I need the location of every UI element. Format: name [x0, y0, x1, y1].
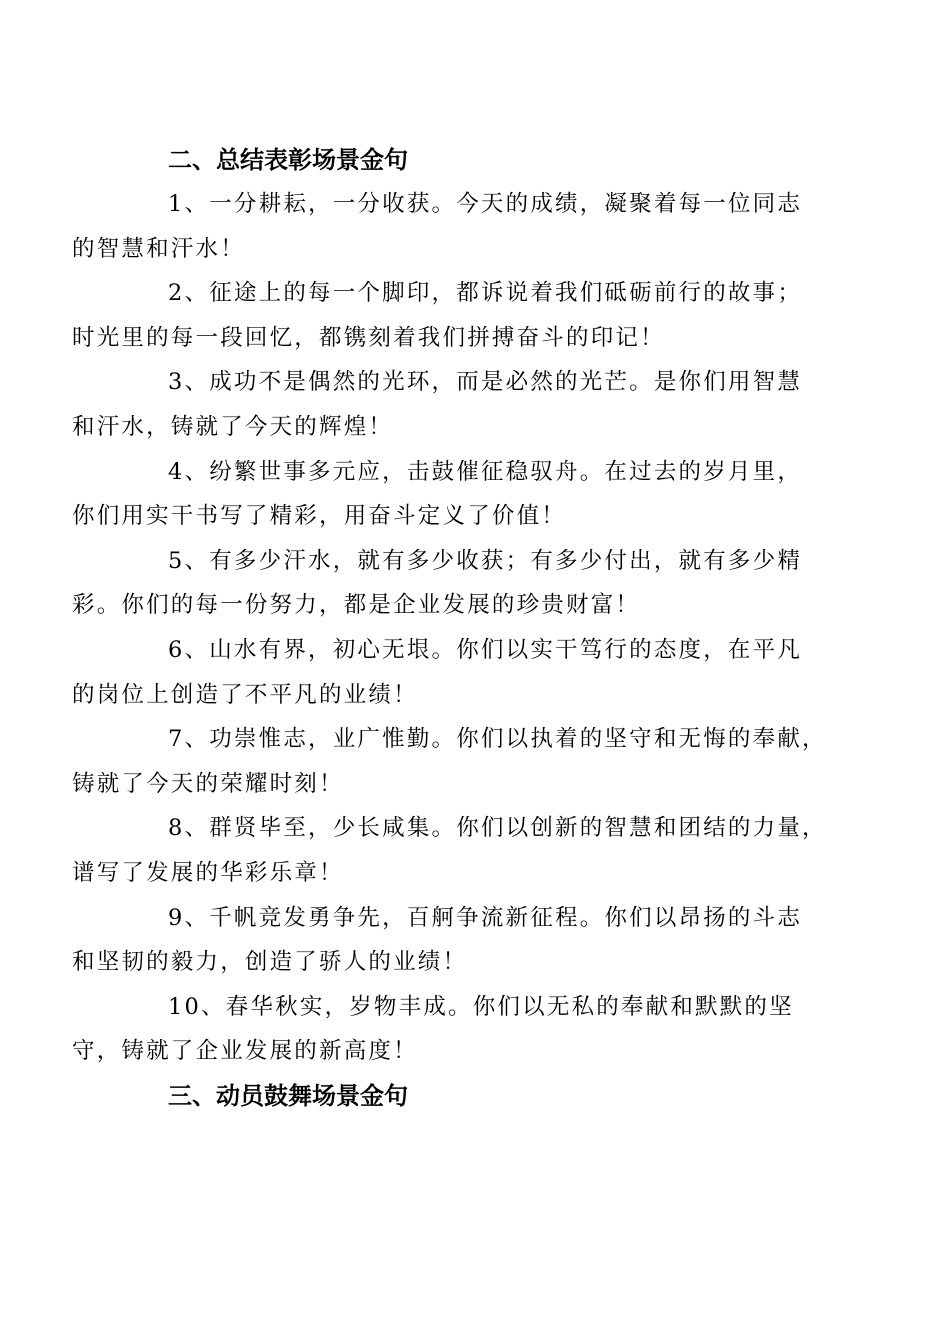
quote-line-2: 和坚韧的毅力，创造了骄人的业绩！	[72, 949, 468, 976]
document-page	[72, 138, 838, 1118]
quote-line-2: 时光里的每一段回忆，都镌刻着我们拼搏奋斗的印记！	[72, 324, 665, 351]
quote-paragraph	[72, 806, 838, 895]
quote-line-1: 4、纷繁世事多元应，击鼓催征稳驭舟。在过去的岁月里，	[168, 458, 803, 485]
quote-line-1: 10、春华秋实，岁物丰成。你们以无私的奉献和默默的坚	[168, 993, 794, 1020]
quote-line-1: 7、功崇惟志，业广惟勤。你们以执着的坚守和无悔的奉献，	[168, 726, 827, 753]
quote-line-2: 守，铸就了企业发展的新高度！	[72, 1038, 418, 1065]
quote-line-1: 6、山水有界，初心无垠。你们以实干笃行的态度，在平凡	[168, 636, 803, 663]
quote-paragraph	[72, 985, 838, 1074]
quote-line-2: 彩。你们的每一份努力，都是企业发展的珍贵财富！	[72, 592, 641, 619]
quote-paragraph	[72, 717, 838, 806]
quote-paragraph	[72, 182, 838, 271]
quote-paragraph	[72, 271, 838, 360]
section-heading-three: 三、动员鼓舞场景金句	[168, 1081, 408, 1110]
quote-paragraph	[72, 628, 838, 717]
quote-line-1: 1、一分耕耘，一分收获。今天的成绩，凝聚着每一位同志	[168, 191, 803, 217]
quote-line-2: 铸就了今天的荣耀时刻！	[72, 770, 344, 797]
quote-line-1: 5、有多少汗水，就有多少收获；有多少付出，就有多少精	[168, 547, 803, 574]
quote-line-1: 9、千帆竞发勇争先，百舸争流新征程。你们以昂扬的斗志	[168, 904, 803, 931]
quote-list	[72, 182, 838, 1074]
quote-line-2: 的智慧和汗水！	[72, 235, 245, 262]
quote-paragraph	[72, 896, 838, 985]
quote-line-2: 谱写了发展的华彩乐章！	[72, 859, 344, 886]
quote-paragraph	[72, 360, 838, 449]
quote-line-2: 和汗水，铸就了今天的辉煌！	[72, 413, 394, 440]
quote-line-1: 2、征途上的每一个脚印，都诉说着我们砥砺前行的故事；	[168, 280, 803, 307]
quote-paragraph	[72, 450, 838, 539]
section-heading-two: 二、总结表彰场景金句	[168, 146, 408, 174]
quote-line-1: 8、群贤毕至，少长咸集。你们以创新的智慧和团结的力量，	[168, 815, 827, 842]
quote-line-1: 3、成功不是偶然的光环，而是必然的光芒。是你们用智慧	[168, 369, 803, 396]
quote-line-2: 你们用实干书写了精彩，用奋斗定义了价值！	[72, 503, 567, 530]
quote-paragraph	[72, 539, 838, 628]
quote-line-2: 的岗位上创造了不平凡的业绩！	[72, 681, 418, 708]
